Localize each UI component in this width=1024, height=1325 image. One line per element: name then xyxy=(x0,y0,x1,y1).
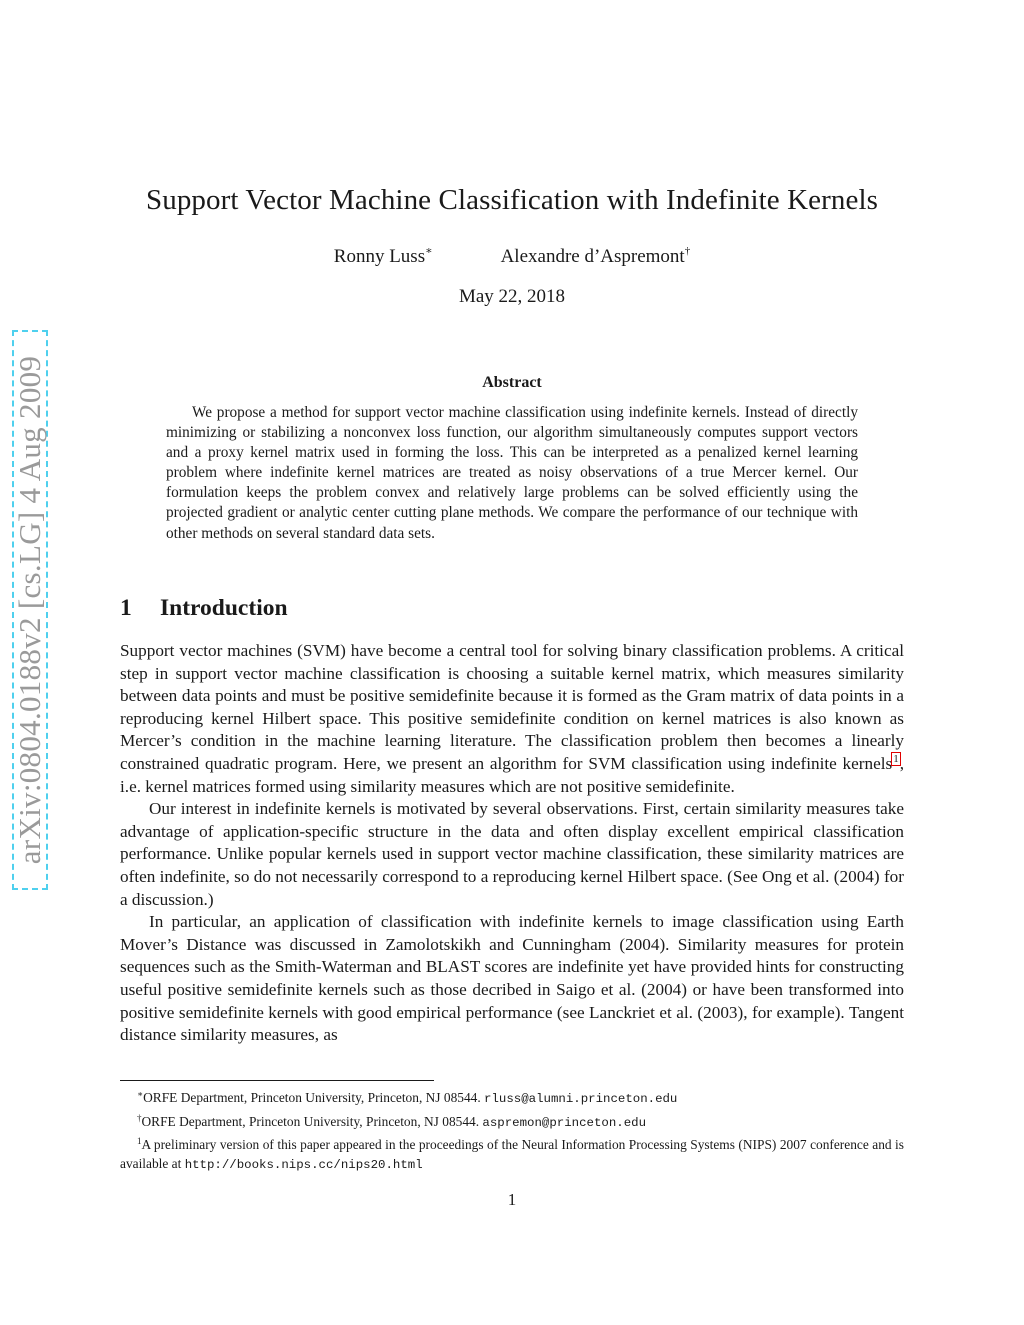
footnote xyxy=(120,1132,904,1174)
section-title: Introduction xyxy=(160,595,288,621)
author-name: Ronny Luss xyxy=(333,246,426,267)
footnote xyxy=(120,1109,904,1133)
author-list xyxy=(0,244,1024,268)
arxiv-stamp[interactable] xyxy=(12,330,48,890)
footnote xyxy=(120,1085,904,1109)
page-number: 1 xyxy=(507,1190,517,1209)
paper-title: Support Vector Machine Classification with Indefinite Kernels xyxy=(145,184,878,216)
footnote-rule xyxy=(120,1080,434,1081)
paragraph xyxy=(120,640,904,798)
abstract-text: We propose a method for support vector machine classification using indefinite kernels. Instead of directly minimizing or stabilizing a nonconvex loss function, our algorithm simultaneously computes support vectors and a proxy kernel matrix used in forming the loss. This can be interpreted as a penalized kernel learning problem where indefinite kernel matrices are treated as noisy observations of a true Mercer kernel. Our formulation keeps the problem convex and relatively large problems can be solved efficiently using the projected gradient or analytic center cutting plane methods. We compare the performance of our technique with other methods on several standard data sets. xyxy=(166,404,858,542)
footnotes xyxy=(120,1085,904,1174)
paragraph-text: Support vector machines (SVM) have become a central tool for solving binary classification problems. A critical step in support vector machine classification is choosing a suitable kernel matrix, which measures similarity between data points and must be positive semidefinite because it is formed as the Gram matrix of data points in a reproducing kernel Hilbert space. This positive semidefinite condition on kernel matrices is also known as Mercer’s condition in the machine learning literature. The classification problem then becomes a linearly constrained quadratic program. Here, we present an algorithm for SVM classification using indefinite kernels xyxy=(120,641,904,773)
author xyxy=(501,245,691,268)
paper-date: May 22, 2018 xyxy=(458,286,566,307)
footnote-text: ORFE Department, Princeton University, Princeton, NJ 08544. xyxy=(143,1090,485,1105)
footnote-link[interactable]: 1 xyxy=(893,752,899,765)
paragraph-text: , i.e. kernel matrices formed using similarity measures which are not positive semidefinite. xyxy=(120,753,904,796)
paragraph: In particular, an application of classification with indefinite kernels to image classification using Earth Mover’s Distance was discussed in Zamolotskikh and Cunningham (2004). Similarity measures for protein sequences such as the Smith-Waterman and BLAST scores are indefinite yet have provided hints for constructing useful positive semidefinite kernels such as those decribed in Saigo et al. (2004) or have been transformed into positive semidefinite kernels with good empirical performance (see Lanckriet et al. (2003), for example). Tangent distance similarity measures, as xyxy=(120,912,904,1045)
paragraph: Our interest in indefinite kernels is motivated by several observations. First, certain similarity measures take advantage of application-specific structure in the data and often display excellent empirical classification performance. Unlike popular kernels used in support vector machine classification, these similarity matrices are often indefinite, so do not necessarily correspond to a reproducing kernel Hilbert space. (See Ong et al. (2004) for a discussion.) xyxy=(120,799,904,909)
footnote-email[interactable]: rluss@alumni.princeton.edu xyxy=(484,1092,678,1106)
author-mark: † xyxy=(684,245,691,257)
footnote-mark: † xyxy=(137,1112,142,1123)
author xyxy=(334,244,433,268)
author-name: Alexandre d’Aspremont xyxy=(500,246,685,267)
author-mark: ∗ xyxy=(425,245,433,257)
section-heading xyxy=(120,595,288,622)
arxiv-id: arXiv:0804.0188v2 [cs.LG] 4 Aug 2009 xyxy=(12,355,47,865)
footnote-url[interactable]: http://books.nips.cc/nips20.html xyxy=(184,1157,423,1172)
footnote-mark: 1 xyxy=(137,1136,142,1147)
footnote-text: A preliminary version of this paper appeared in the proceedings of the Neural Information Processing Systems (NIPS) 2007 conference and is available at xyxy=(120,1137,904,1171)
body-text xyxy=(120,640,904,1047)
abstract-heading: Abstract xyxy=(482,374,542,391)
footnote-email[interactable]: aspremon@princeton.edu xyxy=(482,1115,647,1130)
footnote-text: ORFE Department, Princeton University, Princeton, NJ 08544. xyxy=(141,1113,483,1129)
footnote-mark: ∗ xyxy=(137,1089,144,1099)
section-number: 1 xyxy=(120,595,132,621)
